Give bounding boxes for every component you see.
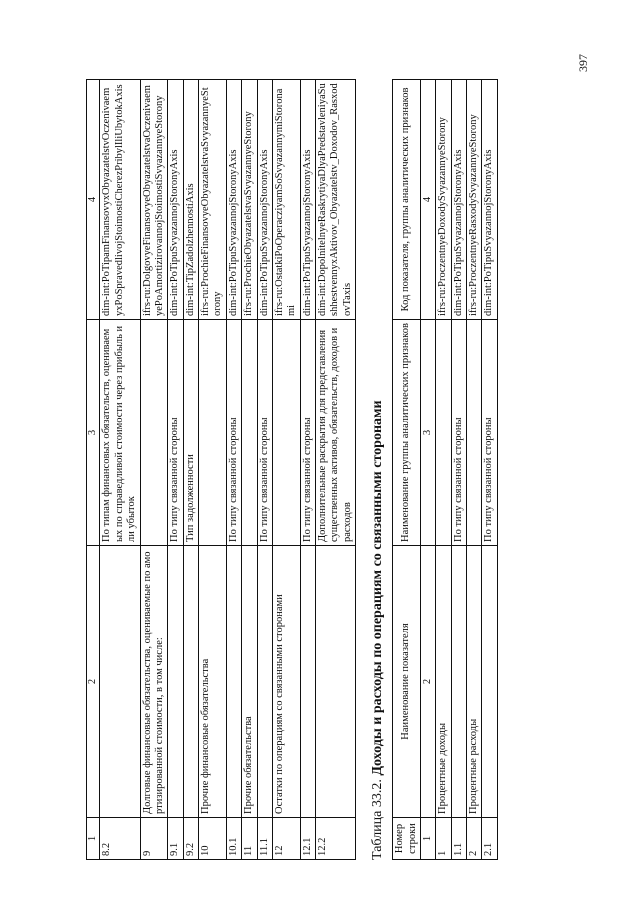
indicator-name-cell: Процентные расходы [467, 546, 482, 818]
indicator-code-cell: dim-int:PoTipuSvyazannojStoronyAxis [168, 80, 183, 320]
table-row [467, 80, 482, 860]
row-number-cell: 12.1 [300, 818, 315, 860]
attribute-group-cell [467, 320, 482, 546]
indicator-name-cell: Остатки по операциям со связанными сторонами [272, 546, 300, 818]
column-number: 2 [87, 546, 100, 818]
indicator-name-cell: Прочие обязательства [242, 546, 257, 818]
indicator-name-cell [168, 546, 183, 818]
indicator-code-cell: ifrs-ru:ProchieObyazatelstvaSvyazannyeStorony [242, 80, 257, 320]
indicator-code-cell: dim-int:PoTipuSvyazannojStoronyAxis [300, 80, 315, 320]
attribute-group-cell [199, 320, 227, 546]
row-number-cell: 1 [436, 818, 451, 860]
indicator-name-cell: Долговые финансовые обязательства, оцениваемые по амортизированной стоимости, в том числе: [140, 546, 168, 818]
row-number-cell: 11.1 [257, 818, 272, 860]
table-caption-prefix: Таблица 33.2. [370, 779, 386, 860]
attribute-group-cell: По типу связанной стороны [226, 320, 241, 546]
indicator-name-cell: Прочие финансовые обязательства [199, 546, 227, 818]
rotated-page-content [86, 60, 498, 860]
indicator-name-cell [183, 546, 198, 818]
table-column-numbers-row [87, 80, 100, 860]
indicator-code-cell: dim-int:PoTipuSvyazannojStoronyAxis [226, 80, 241, 320]
table-income-expenses [392, 79, 498, 860]
attribute-group-cell [272, 320, 300, 546]
column-number: 1 [420, 818, 435, 860]
row-number-cell: 11 [242, 818, 257, 860]
column-number: 3 [420, 320, 435, 546]
table-row [482, 80, 497, 860]
indicator-code-cell: dim-int:TipZadolzhennostiAxis [183, 80, 198, 320]
indicator-code-cell: ifrs-ru:ProchieFinansovyeObyazatelstvaSvyazannyeStorony [199, 80, 227, 320]
table-row [257, 80, 272, 860]
table-row [242, 80, 257, 860]
indicator-code-cell: dim-int:PoTipuSvyazannojStoronyAxis [257, 80, 272, 320]
table-row [316, 80, 356, 860]
column-number: 4 [420, 80, 435, 320]
column-number: 2 [420, 546, 435, 818]
header-indicator-name: Наименование показателя [393, 546, 421, 818]
table-continued [86, 79, 356, 860]
row-number-cell: 12.2 [316, 818, 356, 860]
indicator-code-cell: ifrs-ru:ProczentnyeDoxodySvyazannyeStorony [436, 80, 451, 320]
row-number-cell: 10.1 [226, 818, 241, 860]
table-row [226, 80, 241, 860]
indicator-code-cell: dim-int:PoTipuSvyazannojStoronyAxis [451, 80, 466, 320]
table-column-numbers-row [420, 80, 435, 860]
row-number-cell: 10 [199, 818, 227, 860]
attribute-group-cell: По типу связанной стороны [451, 320, 466, 546]
row-number-cell: 1.1 [451, 818, 466, 860]
indicator-name-cell [257, 546, 272, 818]
indicator-code-cell: dim-int:PoTipamFinansovyxObyazatelstvOczenivaemyxPoSpravedlivojStoimostiCherezPribylIliUbytokAxis [100, 80, 140, 320]
indicator-code-cell: dim-int:PoTipuSvyazannojStoronyAxis [482, 80, 497, 320]
attribute-group-cell: Дополнительные раскрытия для представления существенных активов, обязательств, доходов и расходов [316, 320, 356, 546]
indicator-code-cell: dim-int:DopolnitelnyeRaskrytiyaDlyaPredstavleniyaSushhestvennyxAktivov_Obyazatelstv_Doxodov_RasxodovTaxis [316, 80, 356, 320]
column-number: 4 [87, 80, 100, 320]
row-number-cell: 9.2 [183, 818, 198, 860]
indicator-name-cell [226, 546, 241, 818]
column-number: 3 [87, 320, 100, 546]
indicator-code-cell: ifrs-ru:OstatkiPoOperacziyamSoSvyazannymiStoronami [272, 80, 300, 320]
table-row [300, 80, 315, 860]
table-header-row [393, 80, 421, 860]
indicator-code-cell: ifrs-ru:DolgovyeFinansovyeObyazatelstvaOczenivaemyePoAmortizirovannojStoimostiSvyazannyeStorony [140, 80, 168, 320]
attribute-group-cell [242, 320, 257, 546]
table-caption-title: Доходы и расходы по операциям со связанными сторонами [370, 400, 386, 776]
header-attribute-group-name: Наименование группы аналитических признаков [393, 320, 421, 546]
indicator-name-cell [451, 546, 466, 818]
indicator-code-cell: ifrs-ru:ProczentnyeRasxodySvyazannyeStorony [467, 80, 482, 320]
attribute-group-cell: По типу связанной стороны [168, 320, 183, 546]
header-code: Код показателя, группы аналитических признаков [393, 80, 421, 320]
attribute-group-cell: По типам финансовых обязательств, оцениваемых по справедливой стоимости через прибыль или убыток [100, 320, 140, 546]
attribute-group-cell: Тип задолженности [183, 320, 198, 546]
row-number-cell: 9 [140, 818, 168, 860]
table-row [140, 80, 168, 860]
table-row [272, 80, 300, 860]
row-number-cell: 9.1 [168, 818, 183, 860]
page-number: 397 [576, 54, 590, 72]
row-number-cell: 12 [272, 818, 300, 860]
row-number-cell: 2.1 [482, 818, 497, 860]
attribute-group-cell [140, 320, 168, 546]
attribute-group-cell: По типу связанной стороны [257, 320, 272, 546]
table-row [183, 80, 198, 860]
indicator-name-cell [300, 546, 315, 818]
table-row [436, 80, 451, 860]
attribute-group-cell [436, 320, 451, 546]
table-row [451, 80, 466, 860]
table-row [168, 80, 183, 860]
indicator-name-cell [482, 546, 497, 818]
indicator-name-cell: Процентные доходы [436, 546, 451, 818]
attribute-group-cell: По типу связанной стороны [300, 320, 315, 546]
attribute-group-cell: По типу связанной стороны [482, 320, 497, 546]
table-row [199, 80, 227, 860]
row-number-cell: 2 [467, 818, 482, 860]
row-number-cell: 8.2 [100, 818, 140, 860]
table-row [100, 80, 140, 860]
indicator-name-cell [316, 546, 356, 818]
table-caption [370, 60, 386, 860]
column-number: 1 [87, 818, 100, 860]
indicator-name-cell [100, 546, 140, 818]
header-row-number: Номер строки [393, 818, 421, 860]
